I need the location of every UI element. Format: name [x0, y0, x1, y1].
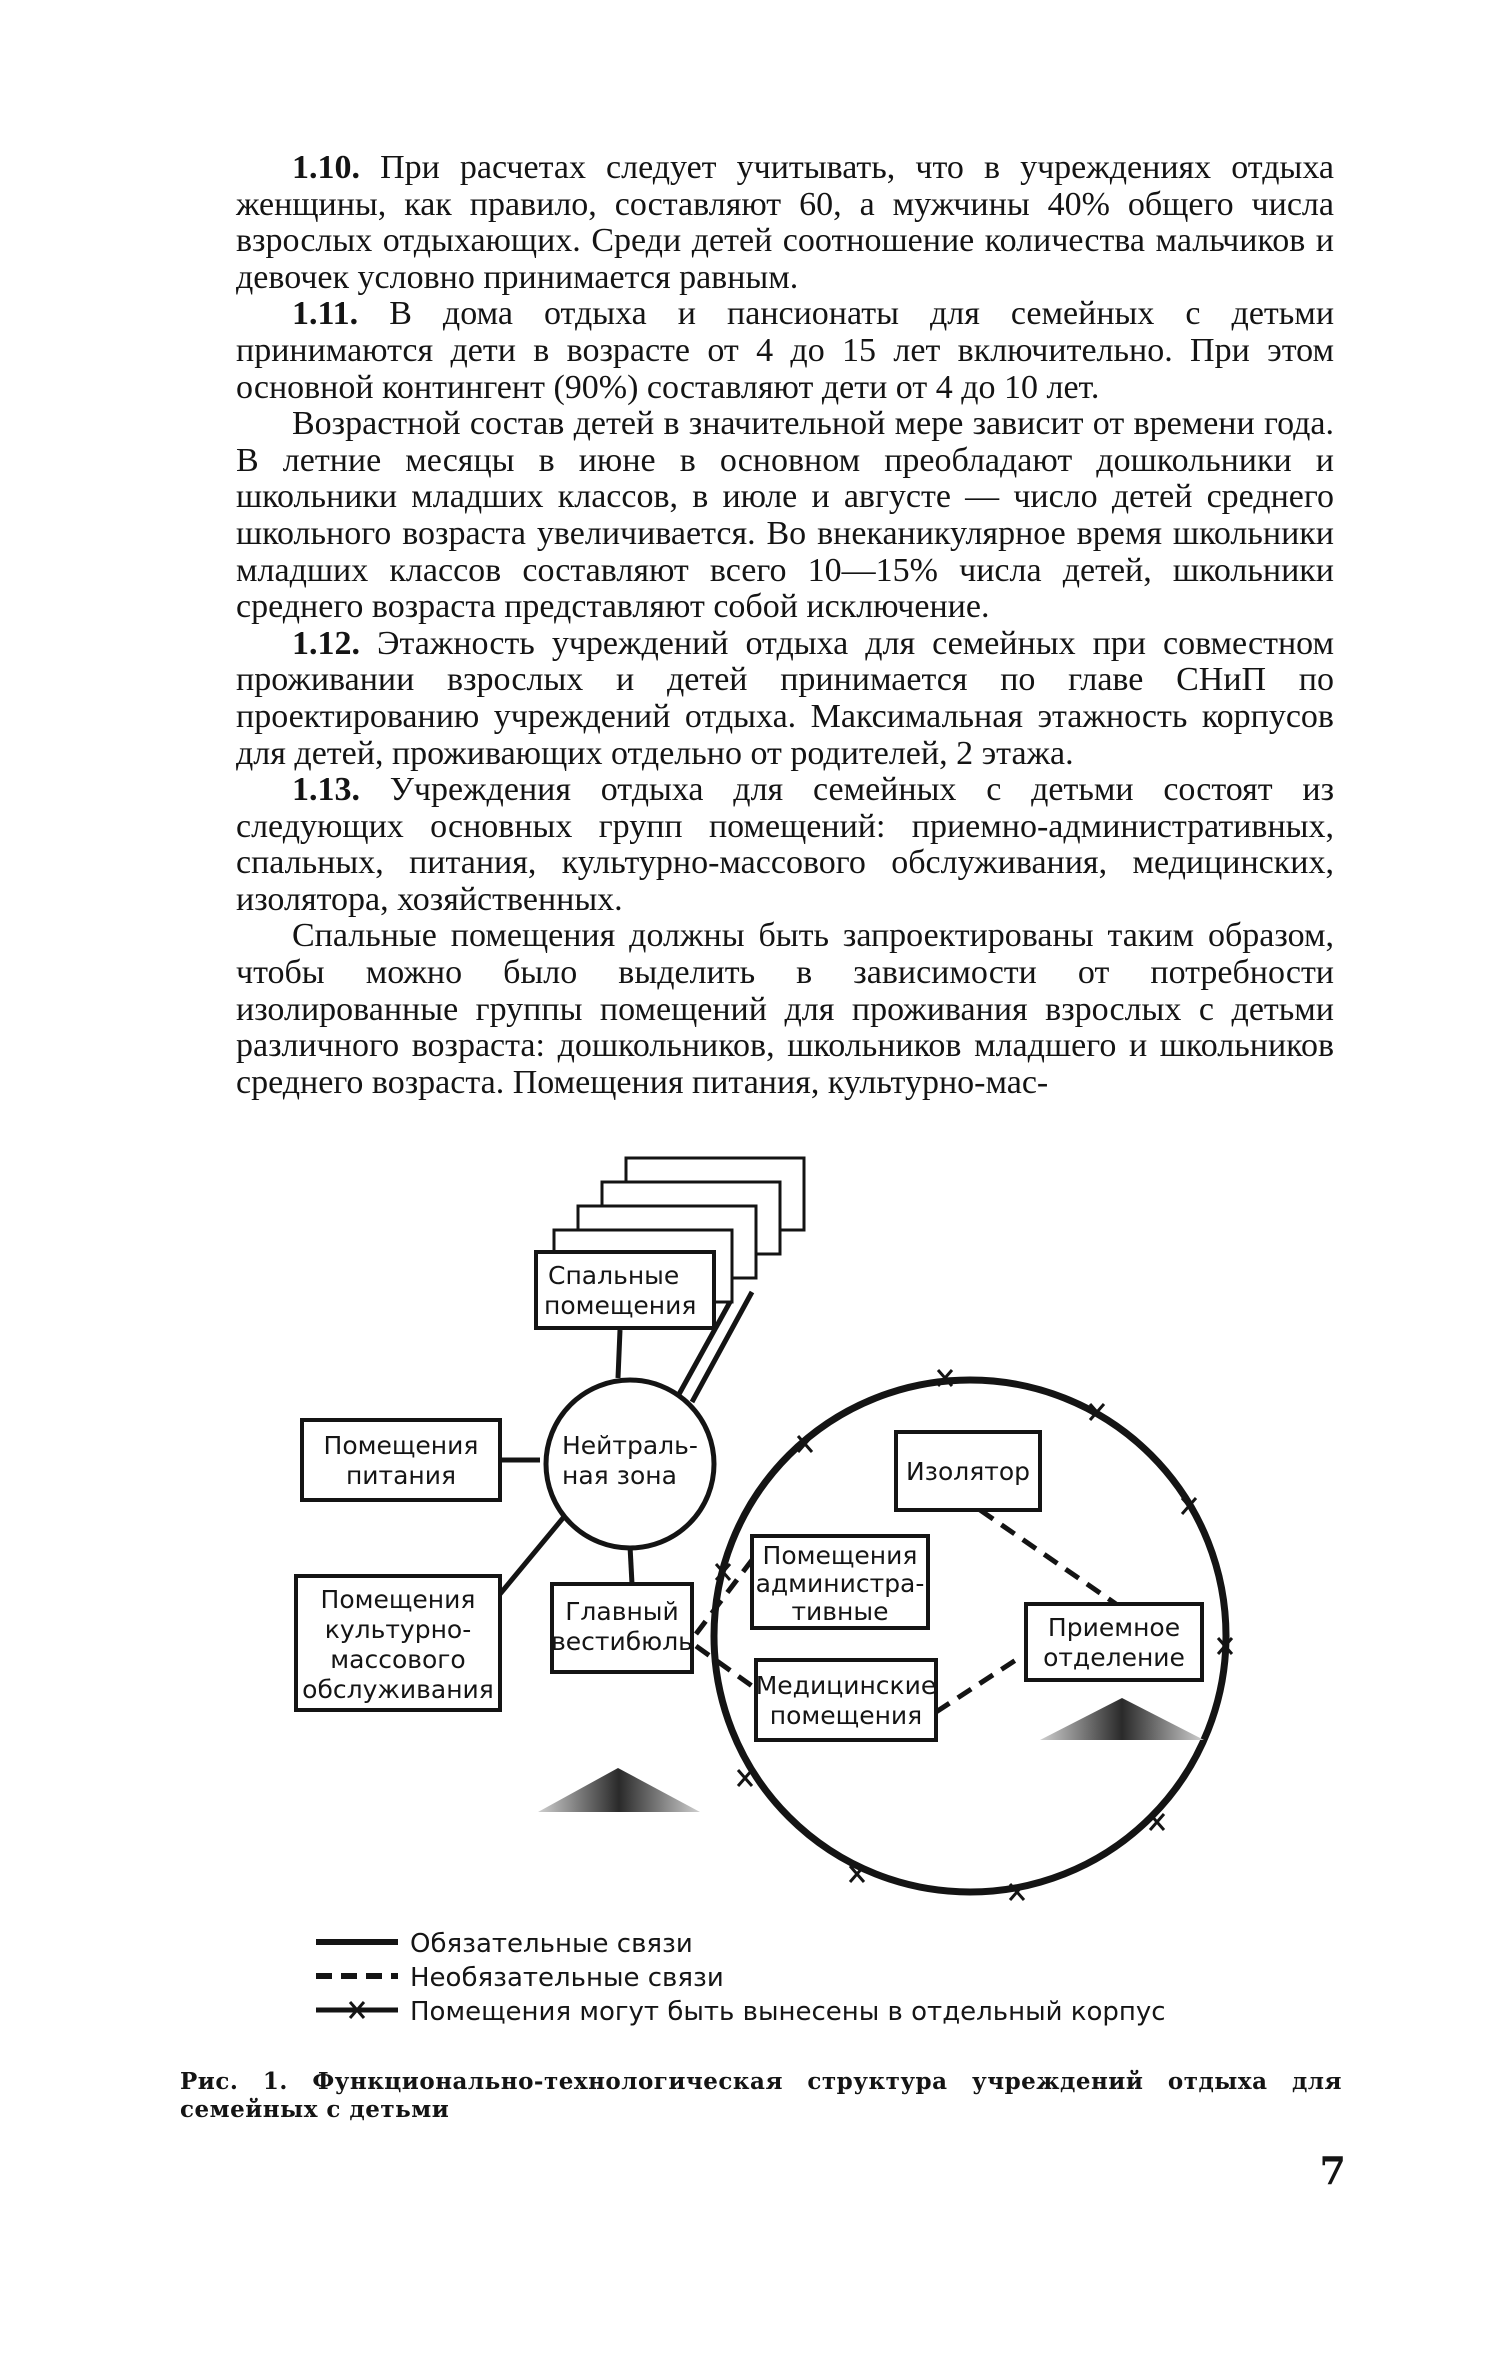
node-label: Медицинские [755, 1671, 937, 1700]
node-label: питания [345, 1461, 457, 1490]
node-label: культурно- [324, 1615, 472, 1644]
node-label: Помещения [762, 1541, 918, 1570]
node-label: Изолятор [905, 1457, 1031, 1486]
node-label: Главный [565, 1597, 679, 1626]
site-triangle-left [538, 1768, 700, 1812]
paragraph-text: При расчетах следует учитывать, что в учреждениях отдыха женщины, как правило, составляют 60, а мужчины 40% общего числа взрослых отдыхающих. Среди детей соотношение количества мальчиков и девочек условно принимается равным. [236, 149, 1334, 296]
node-label: тивные [791, 1597, 889, 1626]
legend-label: Необязательные связи [410, 1963, 724, 1993]
legend-label: Обязательные связи [410, 1929, 693, 1959]
legend-label: Помещения могут быть вынесены в отдельный корпус [410, 1997, 1166, 2027]
paragraph-number: 1.13. [292, 771, 360, 809]
page-number: 7 [1319, 2148, 1346, 2193]
paragraph-number: 1.12. [292, 624, 360, 662]
node-label: Нейтраль- [562, 1431, 698, 1460]
node-label: отделение [1043, 1643, 1185, 1672]
node-label: ная зона [562, 1461, 677, 1490]
node-label: обслуживания [302, 1675, 494, 1704]
paragraph-text: Этажность учреждений отдыха для семейных при совместном проживании взрослых и детей принимается по главе СНиП по проектированию учреждений отдыха. Максимальная этажность корпусов для детей, проживающих отдельно от родителей, 2 этажа. [236, 624, 1335, 772]
node-label: помещения [769, 1701, 923, 1730]
paragraph-text: Возрастной состав детей в значительной мере зависит от времени года. В летние месяцы в июне в основном преобладают дошкольники и школьники младших классов, в июле и августе — число детей среднего школьного возраста увеличивается. Во внеканикулярное время школьники младших классов составляют всего 10—15% числа детей, школьники среднего возраста представляют собой исключение. [236, 405, 1334, 626]
paragraph-text: Учреждения отдыха для семейных с детьми состоят из следующих основных групп помещений: приемно-административных, спальных, питания, культурно-массового обслуживания, медицинских, изолятора, хозяйственных. [236, 771, 1335, 918]
node-label: вестибюль [551, 1627, 693, 1656]
paragraph-text: Спальные помещения должны быть запроектированы таким образом, чтобы можно было выделить в зависимости от потребности изолированные группы помещений для проживания взрослых с детьми различного возраста: дошкольников, школьников младшего и школьников среднего возраста. Помещения питания, культурно-мас- [236, 917, 1334, 1101]
paragraph-text: В дома отдыха и пансионаты для семейных с детьми принимаются дети в возрасте от 4 до 15 лет включительно. При этом основной контингент (90%) составляют дети от 4 до 10 лет. [236, 295, 1335, 406]
node-label: администра- [755, 1569, 925, 1598]
node-label: Помещения [323, 1431, 479, 1460]
site-triangle-right [1040, 1698, 1204, 1740]
paragraph-number: 1.11. [292, 295, 359, 333]
node-label: Приемное [1047, 1613, 1181, 1642]
node-label: Помещения [320, 1585, 476, 1614]
node-label: помещения [544, 1291, 697, 1320]
figure-caption: Рис. 1. Функционально-технологическая структура учреждений отдыха для семейных с детьми [180, 2068, 1342, 2123]
paragraph-number: 1.10. [292, 149, 360, 186]
node-label: Спальные [548, 1261, 680, 1290]
legend [316, 1929, 1166, 2027]
node-label: массового [330, 1645, 466, 1674]
